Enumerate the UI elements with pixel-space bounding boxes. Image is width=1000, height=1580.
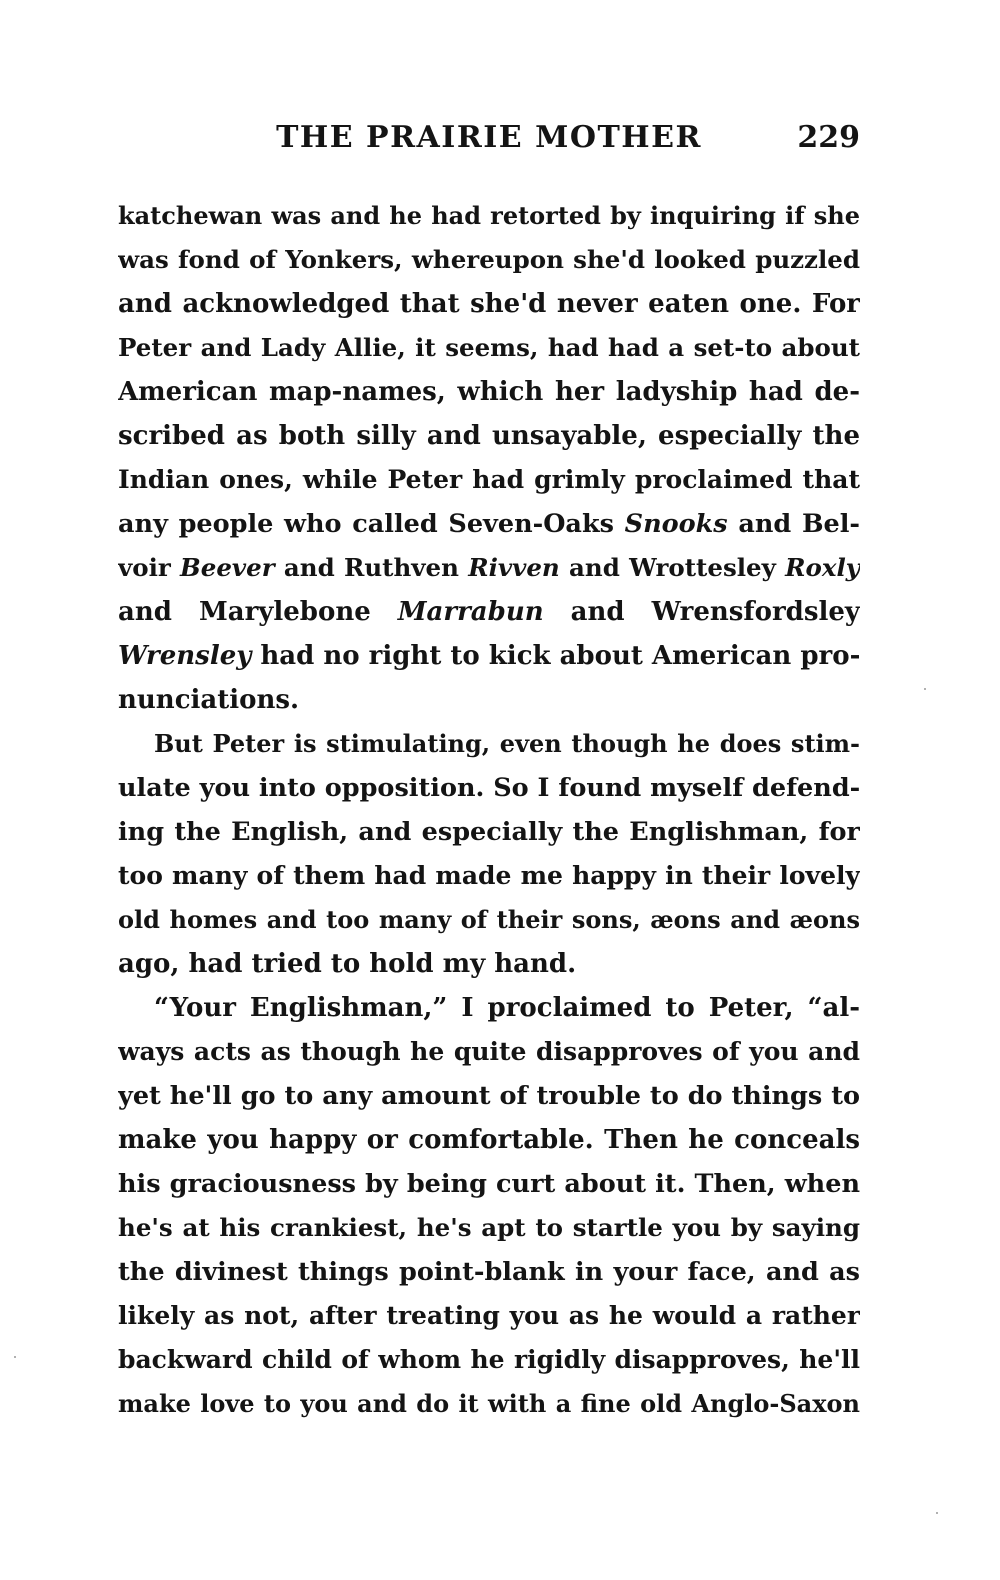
text-line: the divinest things point-blank in your face, and as bbox=[118, 1257, 860, 1287]
italic-word: Marrabun bbox=[397, 597, 544, 627]
text-line: make you happy or comfortable. Then he conceals bbox=[118, 1125, 860, 1155]
text-line: and acknowledged that she'd never eaten one. For bbox=[118, 289, 860, 319]
text-line: Indian ones, while Peter had grimly proclaimed that bbox=[118, 465, 860, 494]
text-line: make love to you and do it with a fine old Anglo-Saxon bbox=[118, 1389, 860, 1418]
text-line: any people who called Seven-Oaks Snooks and Bel- bbox=[118, 509, 860, 539]
italic-word: Wrensley bbox=[118, 641, 252, 671]
italic-word: Roxly bbox=[785, 553, 860, 582]
text-line: Wrensley had no right to kick about American pro- bbox=[118, 641, 860, 671]
text-line: ago, had tried to hold my hand. bbox=[118, 949, 577, 979]
text-line: too many of them had made me happy in their lovely bbox=[118, 861, 860, 890]
text-line: he's at his crankiest, he's apt to startle you by saying bbox=[118, 1213, 860, 1242]
body-text bbox=[118, 194, 860, 1426]
text-line: katchewan was and he had retorted by inquiring if she bbox=[118, 201, 860, 230]
text-line: was fond of Yonkers, whereupon she'd looked puzzled bbox=[118, 245, 860, 274]
text-line: ways acts as though he quite disapproves of you and bbox=[118, 1037, 860, 1066]
page-number: 229 bbox=[797, 120, 860, 155]
text-line: old homes and too many of their sons, æons and æons bbox=[118, 905, 860, 934]
text-line: Peter and Lady Allie, it seems, had had a set-to about bbox=[118, 333, 860, 362]
running-head bbox=[118, 116, 860, 160]
text-line: “Your Englishman,” I proclaimed to Peter, “al- bbox=[154, 993, 860, 1023]
paragraph-1 bbox=[118, 194, 860, 722]
italic-word: Beever bbox=[180, 553, 275, 582]
italic-word: Snooks bbox=[624, 509, 728, 539]
text-line: scribed as both silly and unsayable, especially the bbox=[118, 421, 860, 451]
text-line: his graciousness by being curt about it. Then, when bbox=[118, 1169, 860, 1199]
text-line: But Peter is stimulating, even though he does stim- bbox=[154, 729, 860, 758]
running-title: THE PRAIRIE MOTHER bbox=[276, 120, 702, 155]
text-line: ulate you into opposition. So I found myself defend- bbox=[118, 773, 860, 803]
text-line: ing the English, and especially the Englishman, for bbox=[118, 817, 860, 847]
paragraph-3 bbox=[118, 986, 860, 1426]
italic-word: Rivven bbox=[468, 553, 560, 582]
text-line: likely as not, after treating you as he would a rather bbox=[118, 1301, 860, 1330]
text-line: backward child of whom he rigidly disapproves, he'll bbox=[118, 1345, 860, 1374]
text-line: American map-names, which her ladyship had de- bbox=[118, 377, 860, 407]
paragraph-2 bbox=[118, 722, 860, 986]
text-line: voir Beever and Ruthven Rivven and Wrottesley Roxly bbox=[118, 553, 860, 582]
text-line: and Marylebone Marrabun and Wrensfordsley bbox=[118, 597, 860, 627]
text-line: nunciations. bbox=[118, 685, 300, 715]
text-line: yet he'll go to any amount of trouble to do things to bbox=[118, 1081, 860, 1111]
